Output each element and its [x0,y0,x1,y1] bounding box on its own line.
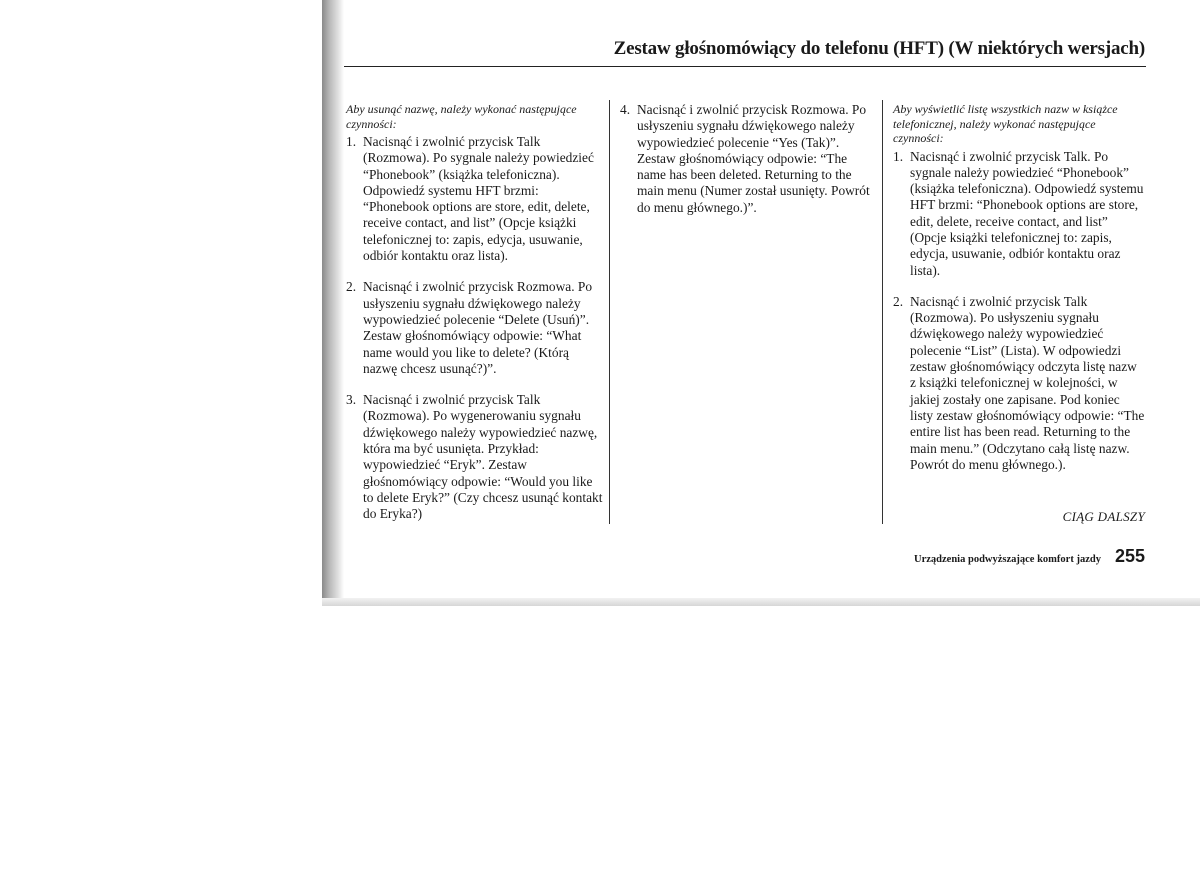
page-bottom-edge [322,598,1200,606]
step-text: Nacisnąć i zwolnić przycisk Rozmowa. Po usłyszeniu sygnału dźwiękowego należy wypowiedzieć polecenie “Delete (Usuń)”. Zestaw głośnomówiący odpowie: “What name would you like to delete? (Którą nazwę chcesz usunąć?)”. [363,279,593,376]
page-number: 255 [1114,546,1145,566]
list-item [346,134,604,264]
column-2 [620,102,872,231]
list-item [620,102,872,216]
step-text: Nacisnąć i zwolnić przycisk Talk. Po sygnale należy powiedzieć “Phonebook” (książka telefoniczna). Odpowiedź systemu HFT brzmi: “Phonebook options are store, edit, delete, receive contact, and list” (Opcje książki telefonicznej to: zapis, edycja, usuwanie, odbiór kontaktu oraz lista). [910,148,1144,278]
column-3 [893,102,1145,488]
step-text: Nacisnąć i zwolnić przycisk Rozmowa. Po usłyszeniu sygnału dźwiękowego należy wypowiedzieć polecenie “Yes (Tak)”. Zestaw głośnomówiący odpowie: “The name has been deleted. Returning to the main menu (Numer został usunięty. Powrót do menu głównego.)”. [637,102,870,215]
column-1 [346,102,604,538]
page-footer [914,546,1145,567]
column-divider [609,100,610,524]
step-text: Nacisnąć i zwolnić przycisk Talk (Rozmowa). Po sygnale należy powiedzieć “Phonebook” (książka telefoniczna). Odpowiedź systemu HFT brzmi: “Phonebook options are store, edit, delete, receive contact, and list” (Opcje książki telefonicznej to: zapis, edycja, usuwanie, odbiór kontaktu oraz lista). [363,134,594,264]
list-item [346,392,604,522]
list-item [893,294,1145,473]
step-text: Nacisnąć i zwolnić przycisk Talk (Rozmowa). Po usłyszeniu sygnału dźwiękowego należy wypowiedzieć polecenie “List” (Lista). W odpowiedzi zestaw głośnomówiący odczyta listę nazw z książki telefonicznej w kolejności, w jakiej zostały one zapisane. Pod koniec listy zestaw głośnomówiący odpowie: “The entire list has been read. Returning to the main menu.” (Odczytano całą listę nazw. Powrót do menu głównego.). [910,293,1145,472]
column-divider [882,100,883,524]
step-number: 1. [893,148,904,164]
step-number: 2. [346,279,357,295]
column-3-steps [893,149,1145,474]
page-title: Zestaw głośnomówiący do telefonu (HFT) (W niektórych wersjach) [613,38,1145,59]
column-1-intro: Aby usunąć nazwę, należy wykonać następujące czynności: [346,102,577,131]
column-1-steps [346,134,604,523]
step-number: 2. [893,293,904,309]
continued-label: CIĄG DALSZY [1062,509,1145,524]
step-number: 4. [620,102,631,117]
list-item [346,279,604,377]
footer-section-title: Urządzenia podwyższające komfort jazdy [914,554,1101,565]
list-item [893,149,1145,279]
step-number: 3. [346,392,357,408]
page-spine-shadow [322,0,344,605]
header-rule [344,66,1146,67]
step-text: Nacisnąć i zwolnić przycisk Talk (Rozmowa). Po wygenerowaniu sygnału dźwiękowego należy wypowiedzieć nazwę, która ma być usunięta. Przykład: wypowiedzieć “Eryk”. Zestaw głośnomówiący odpowie: “Would you like to delete Eryk?” (Czy chcesz usunąć kontakt do Eryka?) [363,392,603,522]
column-2-steps [620,102,872,216]
step-number: 1. [346,134,357,149]
column-3-intro: Aby wyświetlić listę wszystkich nazw w książce telefonicznej, należy wykonać następujące czynności: [893,102,1118,145]
